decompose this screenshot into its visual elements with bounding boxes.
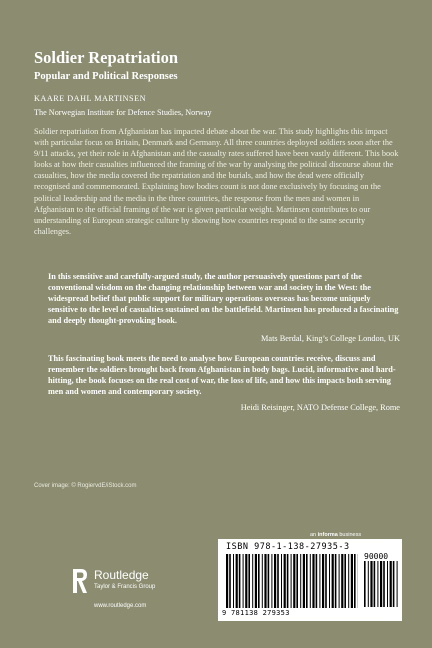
review-quote: In this sensitive and carefully-argued study, the author persuasively questions part of the conventional wisdom on the changing relationship between war and society in the West: the widespread belief that public support for military operations overseas has become uniquely sensitive to the level of casualties sustained on the battlefield. Martinsen has produced a fascinating and deeply thought-provoking book.: [48, 272, 399, 326]
barcode-bars: [226, 554, 358, 608]
publisher-group: Taylor & Francis Group: [94, 584, 156, 590]
barcode: [218, 539, 402, 621]
price-code: 90000: [364, 552, 389, 561]
review-attribution: Heidi Reisinger, NATO Defense College, Rome: [240, 403, 400, 412]
informa-business-tag: an informa business: [310, 532, 362, 538]
isbn-label: ISBN 978-1-138-27935-3: [226, 542, 350, 552]
publisher-name: Routledge: [94, 568, 149, 582]
book-subtitle: Popular and Political Responses: [34, 71, 178, 82]
routledge-logo-icon: [70, 567, 90, 597]
review-attribution: Mats Berdal, King’s College London, UK: [261, 334, 400, 343]
barcode-digits: 9 781138 279353: [222, 609, 290, 617]
barcode-addon-bars: [364, 561, 398, 607]
cover-image-credit: Cover image: © RogiervdE/iStock.com: [34, 483, 137, 489]
book-title: Soldier Repatriation: [34, 48, 179, 67]
book-description: Soldier repatriation from Afghanistan has impacted debate about the war. This study highlights this impact with particular focus on Britain, Denmark and Germany. All three countries deployed soldiers soon after the 9/11 attacks, yet their role in Afghanistan and the casualty rates suffered have been vastly different. This book looks at how their casualties influenced the framing of the war by analysing the political discourse about the casualties, how the media covered the repatriation and the burials, and how the dead were officially recognised and commemorated. Explaining how bodies count is not done exclusively by focusing on the political leadership and the media in the three countries, the response from the men and women in Afghanistan to the official framing of the war is given particular weight. Martinsen contributes to our understanding of European strategic culture by showing how countries respond to the same security challenges.: [34, 127, 399, 236]
author-affiliation: The Norwegian Institute for Defence Studies, Norway: [34, 108, 212, 117]
author-name: KAARE DAHL MARTINSEN: [34, 94, 146, 103]
publisher-website: www.routledge.com: [94, 603, 147, 609]
review-quote: This fascinating book meets the need to analyse how European countries receive, discuss and remember the soldiers brought back from Afghanistan in body bags. Lucid, informative and hard-hitting, the book focuses on the real cost of war, the loss of life, and how this impacts both serving men and women and contemporary society.: [48, 354, 396, 397]
